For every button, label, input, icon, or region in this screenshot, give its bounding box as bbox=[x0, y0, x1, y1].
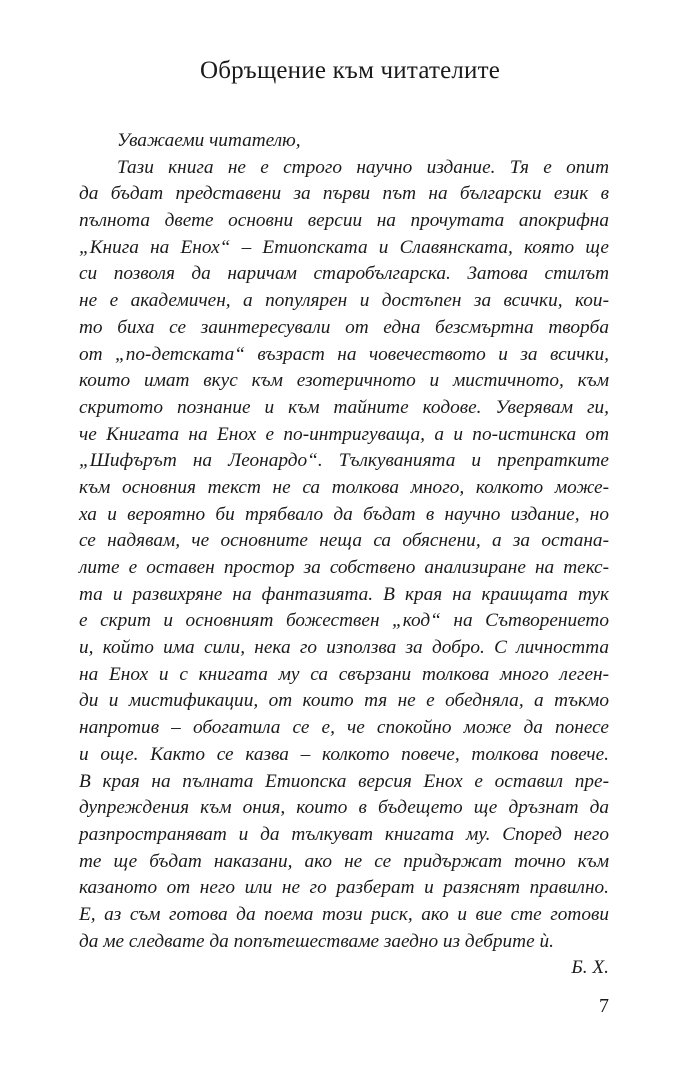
paragraph-line: да бъдат представени за първи път на български език в bbox=[79, 183, 609, 205]
paragraph-line: напротив – обогатила се е, че спокойно може да понесе bbox=[79, 717, 609, 739]
letter-body bbox=[79, 128, 609, 982]
paragraph-line: си позволя да наричам старобългарска. Затова стилът bbox=[79, 263, 609, 285]
paragraph-line: не е академичен, а популярен и достъпен за всички, кои- bbox=[79, 290, 609, 312]
paragraph-line: лите е оставен простор за собствено анализиране на текс- bbox=[79, 557, 609, 578]
paragraph-line: „Книга на Енох“ – Етиопската и Славянската, която ще bbox=[79, 236, 609, 258]
paragraph-line: ха и вероятно би трябвало да бъдат в научно издание, но bbox=[79, 503, 609, 525]
paragraph-line: та и развихряне на фантазията. В края на краищата тук bbox=[79, 583, 609, 605]
paragraph-line: дупреждения към ония, които в бъдещето ще дръзнат да bbox=[79, 797, 609, 819]
paragraph-line: те ще бъдат наказани, ако не се придържат точно към bbox=[79, 850, 609, 872]
paragraph-line: ди и мистификации, от които тя не е обедняла, а тъкмо bbox=[79, 690, 609, 712]
signature: Б. Х. bbox=[571, 957, 609, 979]
paragraph-line: и, който има сили, нека го използва за добро. С личността bbox=[79, 637, 609, 659]
paragraph-line: то биха се заинтересували от една безсмъртна творба bbox=[79, 316, 609, 338]
paragraph-line: че Книгата на Енох е по-интригуваща, а и по-истинска от bbox=[79, 423, 609, 445]
paragraph-line: В края на пълната Етиопска версия Енох е оставил пре- bbox=[79, 770, 609, 792]
paragraph-line: към основния текст не са толкова много, колкото може- bbox=[79, 476, 609, 498]
paragraph-line: скритото познание и към тайните кодове. Уверявам ги, bbox=[79, 396, 609, 418]
paragraph-line: се надявам, че основните неща са обяснени, а за остана- bbox=[79, 530, 609, 552]
page-number: 7 bbox=[599, 995, 609, 1017]
paragraph-line: разпространяват и да тълкуват книгата му. Според него bbox=[79, 823, 609, 845]
paragraph-line: Е, аз съм готова да поема този риск, ако и вие сте готови bbox=[79, 903, 609, 925]
page-title: Обръщение към читателите bbox=[199, 57, 501, 84]
paragraph-line: да ме следвате да попътешестваме заедно из дебрите ѝ. bbox=[79, 930, 554, 952]
paragraph-line: Тази книга не е строго научно издание. Тя е опит bbox=[117, 156, 609, 178]
paragraph-line: пълнота двете основни версии на прочутата апокрифна bbox=[79, 210, 609, 232]
paragraph-line: е скрит и основният божествен „код“ на Сътворението bbox=[79, 610, 609, 632]
paragraph-line: които имат вкус към езотеричното и мистичното, към bbox=[79, 370, 609, 392]
paragraph-line: на Енох и с книгата му са свързани толкова много леген- bbox=[79, 663, 609, 685]
paragraph-line: „Шифърът на Леонардо“. Тълкуванията и препратките bbox=[79, 450, 609, 472]
paragraph-line: казаното от него или не го разберат и разяснят правилно. bbox=[79, 877, 609, 899]
paragraph-line: от „по-детската“ възраст на човечеството и за всички, bbox=[79, 343, 609, 365]
salutation: Уважаеми читателю, bbox=[117, 130, 301, 151]
paragraph-line: и още. Както се казва – колкото повече, толкова повече. bbox=[79, 743, 609, 765]
